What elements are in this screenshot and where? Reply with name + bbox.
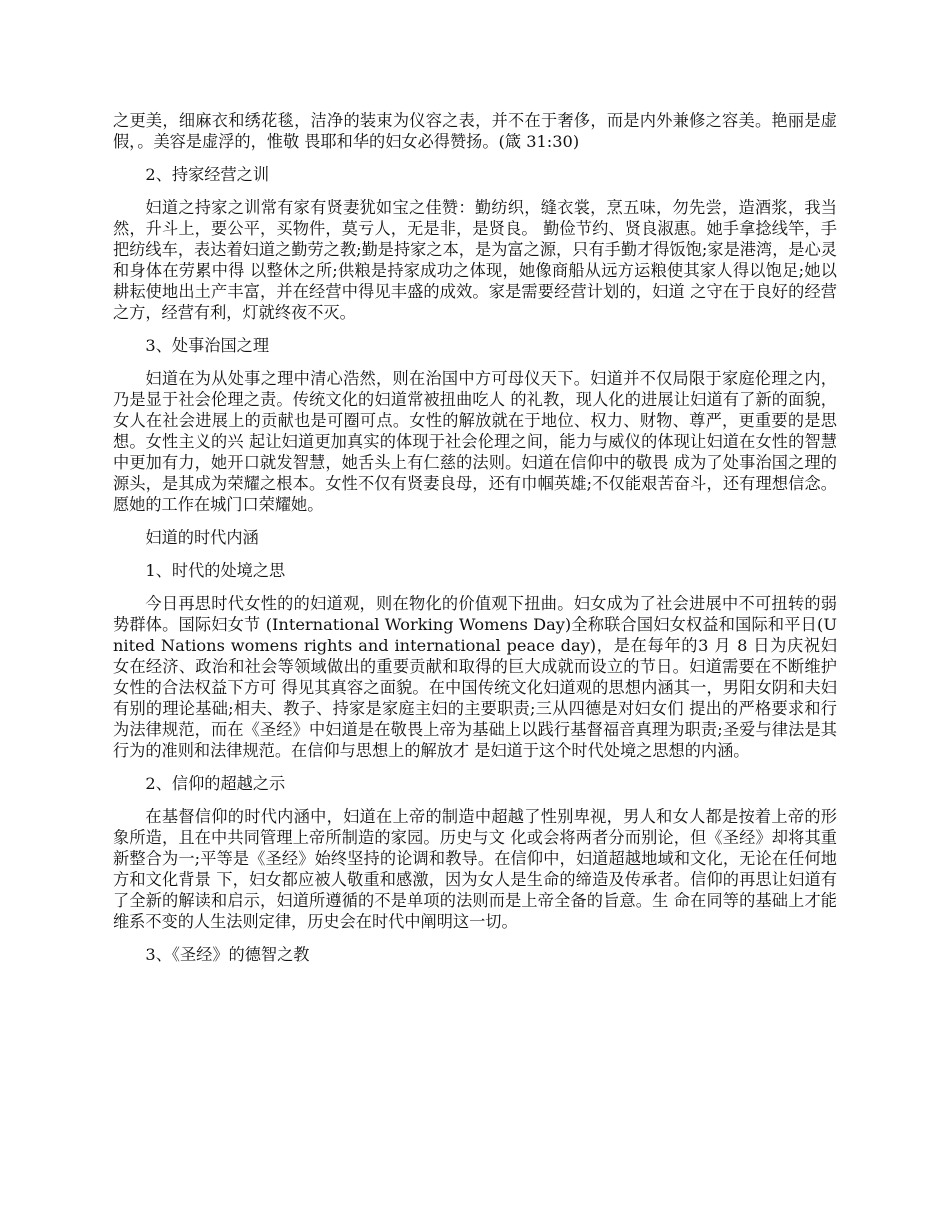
- section-heading-household: 2、持家经营之训: [145, 165, 270, 184]
- section-heading-bible: 3、《圣经》的德智之教: [145, 945, 310, 964]
- paragraph-household: 妇道之持家之训常有家有贤妻犹如宝之佳赞：勤纺织，缝衣裳，烹五味，勿先尝，造酒浆，我当然，升斗上，要公平，买物件，莫亏人，无是非，是贤良。 勤俭节约、贤良淑惠。她手拿捻线竿，手把纺线车，表达着妇道之勤劳之教;勤是持家之本，是为富之源，只有手勤才得饭饱;家是港湾，是心灵和身体在劳累中得 以整休之所;供粮是持家成功之体现，她像商船从远方运粮使其家人得以饱足;她以耕耘使地出土产丰富，并在经营中得见丰盛的成效。家是需要经营计划的，妇道 之守在于良好的经营之方，经营有利，灯就终夜不灭。: [113, 198, 837, 322]
- document-page: [113, 110, 837, 977]
- paragraph-situation: 今日再思时代女性的的妇道观，则在物化的价值观下扭曲。妇女成为了社会进展中不可扭转的弱势群体。国际妇女节 (International Working Womens Day)全称联合国妇女权益和国际和平日(United Nations womens rights and international peace day)，是在每年的3 月 8 日为庆祝妇女在经济、政治和社会等领域做出的重要贡献和取得的巨大成就而设立的节日。妇道需要在不断维护女性的合法权益下方可 得见其真容之面貌。在中国传统文化妇道观的思想内涵其一，男阳女阴和夫妇有别的理论基础;相夫、教子、持家是家庭主妇的主要职责;三从四德是对妇女们 提出的严格要求和行为法律规范，而在《圣经》中妇道是在敬畏上帝为基础上以践行基督福音真理为职责;圣爱与律法是其行为的准则和法律规范。在信仰与思想上的解放才 是妇道于这个时代处境之思想的内涵。: [113, 594, 837, 760]
- section-heading-governance: 3、处事治国之理: [145, 336, 270, 355]
- paragraph-continued: 之更美，细麻衣和绣花毯，洁净的装束为仪容之表，并不在于奢侈，而是内外兼修之容美。艳丽是虚假，。美容是虚浮的，惟敬 畏耶和华的妇女必得赞扬。(箴 31:30): [113, 111, 837, 151]
- paragraph-governance: 妇道在为从处事之理中清心浩然，则在治国中方可母仪天下。妇道并不仅局限于家庭伦理之内，乃是显于社会伦理之责。传统文化的妇道常被扭曲吃人 的礼教，现人化的进展让妇道有了新的面貌，女人在社会进展上的贡献也是可圈可点。女性的解放就在于地位、权力、财物、尊严，更重要的是思想。女性主义的兴 起让妇道更加真实的体现于社会伦理之间，能力与威仪的体现让妇道在女性的智慧中更加有力，她开口就发智慧，她舌头上有仁慈的法则。妇道在信仰中的敬畏 成为了处事治国之理的源头，是其成为荣耀之根本。女性不仅有贤妻良母，还有巾帼英雄;不仅能艰苦奋斗，还有理想信念。愿她的工作在城门口荣耀她。: [113, 369, 837, 514]
- section-heading-faith: 2、信仰的超越之示: [145, 774, 286, 793]
- section-heading-situation: 1、时代的处境之思: [145, 561, 286, 580]
- chapter-heading-era: 妇道的时代内涵: [145, 528, 259, 547]
- paragraph-faith: 在基督信仰的时代内涵中，妇道在上帝的制造中超越了性别卑视，男人和女人都是按着上帝的形象所造，且在中共同管理上帝所制造的家园。历史与文 化或会将两者分而别论，但《圣经》却将其重新整合为一;平等是《圣经》始终坚持的论调和教导。在信仰中，妇道超越地域和文化，无论在任何地方和文化背景 下，妇女都应被人敬重和感激，因为女人是生命的缔造及传承者。信仰的再思让妇道有了全新的解读和启示，妇道所遵循的不是单项的法则而是上帝全备的旨意。生 命在同等的基础上才能维系不变的人生法则定律，历史会在时代中阐明这一切。: [113, 807, 837, 931]
